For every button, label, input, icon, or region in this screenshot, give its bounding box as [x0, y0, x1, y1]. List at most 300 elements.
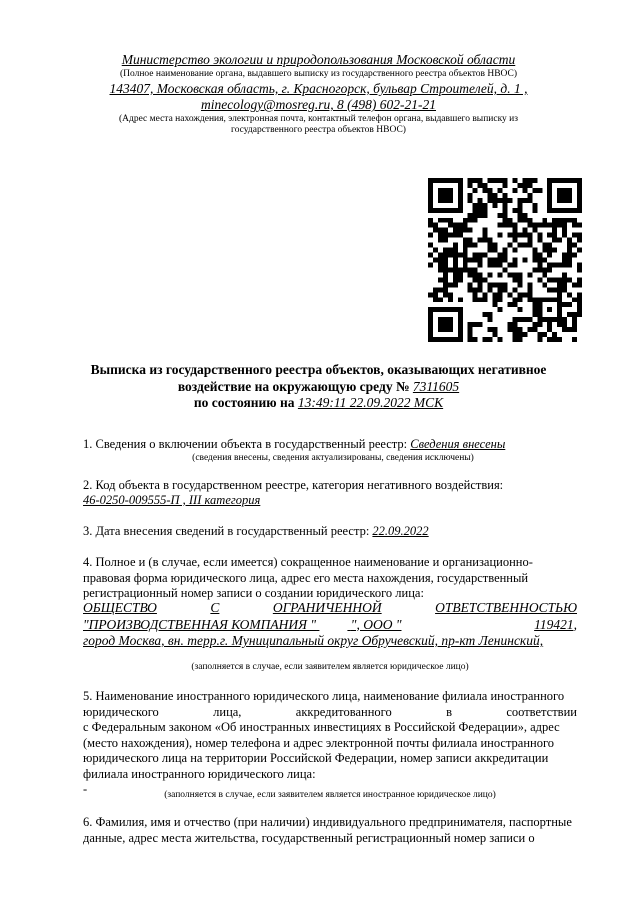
qr-module [562, 302, 567, 307]
qr-module [448, 253, 453, 258]
qr-module [498, 213, 503, 218]
qr-module [537, 267, 542, 272]
qr-module [512, 228, 517, 233]
qr-module [473, 322, 478, 327]
qr-module [493, 178, 498, 183]
qr-module [562, 317, 567, 322]
qr-module [503, 198, 508, 203]
s5-word-2: аккредитованного [295, 704, 392, 719]
qr-module [517, 198, 522, 203]
qr-module [448, 292, 453, 297]
address-caption-2: государственного реестра объектов НВОС) [231, 125, 406, 135]
qr-module [517, 297, 522, 302]
qr-module [478, 203, 483, 208]
section-3-value: 22.09.2022 [372, 524, 429, 538]
qr-module [463, 243, 468, 248]
qr-module [572, 253, 577, 258]
qr-module [517, 327, 522, 332]
qr-module [562, 228, 567, 233]
qr-module [443, 292, 448, 297]
s5-word-0: юридического [83, 704, 159, 719]
qr-module [517, 208, 522, 213]
qr-module [567, 292, 572, 297]
qr-module [468, 198, 473, 203]
qr-module [512, 272, 517, 277]
qr-module [527, 243, 532, 248]
qr-module [438, 267, 443, 272]
qr-module [547, 322, 552, 327]
qr-module [468, 267, 473, 272]
qr-module [532, 248, 537, 253]
qr-module [537, 322, 542, 327]
qr-code-icon [427, 178, 583, 342]
qr-module [468, 213, 473, 218]
qr-module [527, 238, 532, 243]
qr-module [478, 208, 483, 213]
section-5-value: - [83, 782, 88, 796]
qr-module [532, 203, 537, 208]
qr-module [567, 248, 572, 253]
org-name-caption: (Полное наименование органа, выдавшего выписку из государственного реестра объектов НВОС) [119, 69, 518, 79]
qr-module [572, 218, 577, 223]
qr-module [483, 297, 488, 302]
qr-module [498, 253, 503, 258]
qr-module [473, 213, 478, 218]
org-contacts [60, 97, 577, 113]
qr-module [537, 277, 542, 282]
qr-module [448, 223, 453, 228]
qr-module [542, 243, 547, 248]
qr-module [547, 337, 552, 342]
qr-module [483, 183, 488, 188]
qr-module [473, 267, 478, 272]
qr-module [577, 238, 582, 243]
qr-module [488, 238, 493, 243]
qr-module [498, 292, 503, 297]
qr-module [458, 223, 463, 228]
qr-module [498, 287, 503, 292]
qr-module [488, 272, 493, 277]
qr-module [507, 233, 512, 238]
qr-module [512, 317, 517, 322]
qr-module [572, 312, 577, 317]
qr-module [428, 292, 433, 297]
qr-module [443, 267, 448, 272]
qr-module [428, 243, 433, 248]
section-4-text-2: правовая форма юридического лица, адрес его места нахождения, государственный [83, 570, 529, 585]
qr-module [532, 307, 537, 312]
qr-module [512, 258, 517, 263]
qr-module [567, 253, 572, 258]
qr-module [512, 233, 517, 238]
qr-module [552, 248, 557, 253]
qr-module [443, 272, 448, 277]
qr-module [572, 243, 577, 248]
qr-module [557, 277, 562, 282]
s4-word-2: ОГРАНИЧЕННОЙ [272, 600, 382, 615]
section-4-value-line2 [83, 617, 577, 634]
section-2-label: 2. Код объекта в государственном реестре, категория негативного воздействия: [83, 478, 504, 492]
qr-module [572, 322, 577, 327]
qr-module [443, 233, 448, 238]
section-1-caption: (сведения внесены, сведения актуализированы, сведения исключены) [192, 453, 474, 463]
qr-module [493, 332, 498, 337]
qr-module [577, 302, 582, 307]
qr-module [443, 228, 448, 233]
qr-module [458, 233, 463, 238]
qr-module [473, 297, 478, 302]
qr-module [478, 322, 483, 327]
org-address [60, 81, 577, 97]
qr-module [503, 282, 508, 287]
qr-module [552, 228, 557, 233]
section-5-text-4: (место нахождения), номер телефона и адрес электронной почты филиала иностранного [83, 735, 555, 750]
qr-module [567, 302, 572, 307]
qr-module [493, 262, 498, 267]
title-line2 [60, 379, 577, 396]
qr-module [532, 302, 537, 307]
qr-module [527, 218, 532, 223]
qr-module [577, 262, 582, 267]
qr-module [527, 193, 532, 198]
qr-module [527, 287, 532, 292]
qr-module [503, 218, 508, 223]
qr-module [443, 262, 448, 267]
qr-module [557, 262, 562, 267]
qr-module [428, 233, 433, 238]
qr-module [552, 238, 557, 243]
qr-module [547, 223, 552, 228]
qr-module [463, 262, 468, 267]
s5-word-3: в [446, 704, 452, 719]
qr-module [498, 337, 503, 342]
qr-module [532, 258, 537, 263]
qr-module [438, 238, 443, 243]
qr-module [567, 243, 572, 248]
section-5-text-6: филиала иностранного юридического лица: [83, 766, 316, 781]
qr-module [503, 193, 508, 198]
qr-module [522, 292, 527, 297]
qr-module [498, 262, 503, 267]
qr-module [433, 258, 438, 263]
qr-module [532, 253, 537, 258]
qr-module [512, 297, 517, 302]
qr-module [473, 337, 478, 342]
qr-module [512, 188, 517, 193]
qr-module [577, 292, 582, 297]
qr-module [458, 253, 463, 258]
qr-module [488, 317, 493, 322]
section-5-caption: (заполняется в случае, если заявителем является иностранное юридическое лицо) [164, 790, 496, 800]
qr-module [572, 223, 577, 228]
qr-module [517, 233, 522, 238]
qr-module [448, 248, 453, 253]
qr-module [468, 243, 473, 248]
qr-module [522, 233, 527, 238]
qr-module [517, 183, 522, 188]
qr-module [493, 248, 498, 253]
qr-module [493, 193, 498, 198]
qr-module [443, 218, 448, 223]
qr-module [478, 183, 483, 188]
qr-module [473, 178, 478, 183]
qr-module [443, 287, 448, 292]
qr-module [567, 312, 572, 317]
qr-module [562, 233, 567, 238]
qr-module [463, 248, 468, 253]
qr-module [498, 258, 503, 263]
qr-module [557, 287, 562, 292]
qr-module [453, 243, 458, 248]
qr-module [498, 188, 503, 193]
qr-module [498, 297, 503, 302]
qr-module [498, 233, 503, 238]
qr-module [512, 322, 517, 327]
qr-module [517, 307, 522, 312]
qr-module [577, 307, 582, 312]
qr-module [562, 287, 567, 292]
qr-module [517, 272, 522, 277]
qr-module [493, 203, 498, 208]
document-title [60, 362, 577, 412]
qr-module [453, 277, 458, 282]
qr-module [453, 267, 458, 272]
address-caption-1: (Адрес места нахождения, электронная почта, контактный телефон органа, выдавшего выписку из [118, 114, 519, 124]
qr-module [478, 258, 483, 263]
address-caption [70, 114, 567, 136]
title-line3 [60, 395, 577, 412]
qr-module [483, 277, 488, 282]
qr-module [443, 282, 448, 287]
qr-module [542, 218, 547, 223]
qr-module [507, 223, 512, 228]
s4-line2-right: 119421, [534, 616, 577, 632]
qr-module [493, 327, 498, 332]
qr-module [517, 292, 522, 297]
qr-module [522, 178, 527, 183]
qr-module [468, 193, 473, 198]
qr-module [478, 287, 483, 292]
qr-module [572, 337, 577, 342]
title-line2-prefix: воздействие на окружающую среду № [177, 378, 410, 394]
qr-module [478, 253, 483, 258]
qr-module [453, 233, 458, 238]
qr-module [577, 277, 582, 282]
qr-module [542, 332, 547, 337]
qr-module [517, 282, 522, 287]
qr-module [463, 267, 468, 272]
qr-module [488, 188, 493, 193]
qr-module [443, 258, 448, 263]
qr-module [433, 297, 438, 302]
qr-module [438, 262, 443, 267]
qr-module [448, 282, 453, 287]
qr-module [532, 208, 537, 213]
qr-module [483, 203, 488, 208]
section-3-label: 3. Дата внесения сведений в государственный реестр: [83, 524, 370, 538]
qr-module [542, 248, 547, 253]
qr-module [478, 277, 483, 282]
qr-module [438, 297, 443, 302]
qr-module [498, 178, 503, 183]
qr-module [527, 233, 532, 238]
qr-module [577, 248, 582, 253]
qr-module [562, 282, 567, 287]
qr-module [507, 322, 512, 327]
qr-module [512, 302, 517, 307]
qr-module [488, 243, 493, 248]
qr-module [522, 183, 527, 188]
qr-module [428, 262, 433, 267]
qr-module [537, 337, 542, 342]
qr-module [503, 267, 508, 272]
qr-module [503, 203, 508, 208]
qr-module [488, 337, 493, 342]
qr-module [512, 208, 517, 213]
qr-module [532, 267, 537, 272]
qr-module [547, 277, 552, 282]
qr-module [488, 248, 493, 253]
qr-module [512, 287, 517, 292]
qr-module [488, 282, 493, 287]
qr-module [507, 218, 512, 223]
qr-module [512, 327, 517, 332]
section-4-caption: (заполняется в случае, если заявителем является юридическое лицо) [191, 662, 469, 672]
org-address-line1: 143407, Московская область, г. Красногорск, бульвар Строителей, д. 1 , [109, 81, 528, 96]
qr-module [547, 248, 552, 253]
qr-module [468, 258, 473, 263]
qr-module [577, 312, 582, 317]
qr-module [532, 178, 537, 183]
qr-module [517, 317, 522, 322]
qr-module [522, 332, 527, 337]
qr-module [572, 282, 577, 287]
qr-module [532, 297, 537, 302]
qr-module [448, 218, 453, 223]
qr-module [577, 297, 582, 302]
qr-module [478, 282, 483, 287]
qr-module [473, 253, 478, 258]
qr-module [448, 267, 453, 272]
qr-module [498, 282, 503, 287]
qr-module [473, 292, 478, 297]
qr-module [458, 267, 463, 272]
org-address-line2: minecology@mosreg.ru, 8 (498) 602-21-21 [200, 97, 436, 112]
qr-module [458, 228, 463, 233]
qr-module [478, 198, 483, 203]
qr-module [428, 223, 433, 228]
qr-module [478, 272, 483, 277]
qr-module [537, 238, 542, 243]
qr-module [562, 327, 567, 332]
section-2-value: 46-0250-009555-П , III категория [83, 493, 261, 507]
qr-module [438, 218, 443, 223]
qr-module [478, 297, 483, 302]
qr-module [488, 327, 493, 332]
s4-word-0: ОБЩЕСТВО [83, 600, 157, 615]
qr-module [438, 188, 453, 203]
qr-module [527, 183, 532, 188]
section-6-text-1: 6. Фамилия, имя и отчество (при наличии) индивидуального предпринимателя, паспортные [83, 815, 572, 829]
qr-module [547, 307, 552, 312]
title-line3-prefix: по состоянию на [193, 395, 295, 410]
qr-module [503, 178, 508, 183]
qr-module [468, 327, 473, 332]
qr-module [532, 223, 537, 228]
qr-module [463, 238, 468, 243]
qr-module [567, 277, 572, 282]
qr-module [493, 258, 498, 263]
qr-module [547, 253, 552, 258]
qr-module [507, 272, 512, 277]
qr-module [522, 317, 527, 322]
section-1-label: 1. Сведения о включении объекта в государственный реестр: [83, 437, 408, 451]
qr-module [478, 178, 483, 183]
qr-module [527, 272, 532, 277]
qr-module [483, 312, 488, 317]
section-1 [83, 437, 583, 453]
qr-module [542, 282, 547, 287]
qr-module [498, 307, 503, 312]
qr-module [438, 258, 443, 263]
qr-module [478, 238, 483, 243]
qr-module [443, 238, 448, 243]
qr-module [567, 238, 572, 243]
qr-module [498, 272, 503, 277]
qr-module [547, 243, 552, 248]
qr-module [527, 327, 532, 332]
qr-module [557, 292, 562, 297]
qr-module [557, 322, 562, 327]
qr-module [522, 258, 527, 263]
section-6-description [83, 815, 577, 846]
qr-module [552, 332, 557, 337]
section-5-text-1: 5. Наименование иностранного юридического лица, наименование филиала иностранного [83, 689, 565, 703]
qr-module [537, 332, 542, 337]
qr-module [463, 228, 468, 233]
qr-module [433, 248, 438, 253]
qr-module [517, 337, 522, 342]
qr-module [517, 213, 522, 218]
qr-module [507, 243, 512, 248]
qr-module [473, 287, 478, 292]
qr-module [532, 188, 537, 193]
qr-module [493, 282, 498, 287]
qr-module [557, 238, 562, 243]
qr-module [438, 287, 443, 292]
qr-module [512, 223, 517, 228]
qr-module [483, 208, 488, 213]
qr-module [473, 208, 478, 213]
qr-module [493, 292, 498, 297]
qr-module [463, 253, 468, 258]
section-5-text-3: с Федеральным законом «Об иностранных инвестициях в Российской Федерации», адрес [83, 720, 560, 734]
qr-module [562, 223, 567, 228]
qr-module [463, 258, 468, 263]
qr-module [512, 277, 517, 282]
qr-module [498, 223, 503, 228]
qr-module [562, 258, 567, 263]
qr-module [512, 238, 517, 243]
qr-module [562, 218, 567, 223]
section-5-text-5: юридического лица на территории Российской Федерации, номер записи аккредитации [83, 751, 549, 765]
qr-module [537, 188, 542, 193]
qr-module [438, 277, 443, 282]
qr-module [567, 327, 572, 332]
qr-module [572, 297, 577, 302]
qr-module [468, 183, 473, 188]
qr-module [577, 282, 582, 287]
